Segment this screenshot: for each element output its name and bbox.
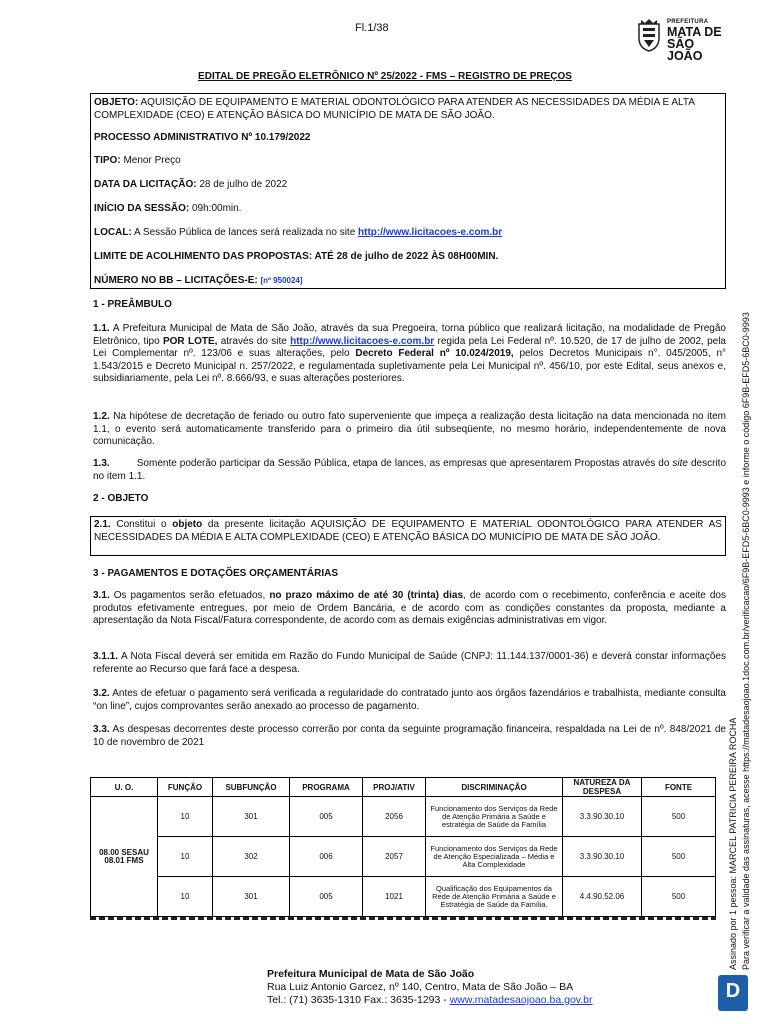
logo-name: MATA DE SÃO JOÃO bbox=[667, 25, 722, 63]
1doc-logo-icon: D bbox=[718, 975, 748, 1011]
objeto: OBJETO: AQUISIÇÃO DE EQUIPAMENTO E MATERIAL ODONTOLÓGICO PARA ATENDER AS NECESSIDADES DA MÉDIA E ALTA COMPLEXIDADE (CEO) E ATENÇÃO BÁSICA DO MUNICÍPIO DE MATA DE SÃO JOÃO. bbox=[94, 97, 695, 121]
municipality-logo bbox=[636, 18, 728, 63]
logo-prefix: PREFEITURA bbox=[667, 19, 709, 25]
digital-signature-stamp bbox=[728, 300, 768, 980]
col-funcao: FUNÇÃO bbox=[158, 778, 213, 797]
summary-box bbox=[90, 93, 726, 289]
inicio-sessao: INÍCIO DA SESSÃO: 09h:00min. bbox=[94, 203, 242, 214]
col-uo: U. O. bbox=[91, 778, 158, 797]
licitacoes-link-2[interactable]: http://www.licitacoes-e.com.br bbox=[290, 335, 435, 347]
data-licitacao: DATA DA LICITAÇÃO: 28 de julho de 2022 bbox=[94, 179, 288, 190]
processo: PROCESSO ADMINISTRATIVO Nº 10.179/2022 bbox=[94, 132, 311, 143]
paragraph-3-1: 3.1. Os pagamentos serão efetuados, no prazo máximo de até 30 (trinta) dias, de acordo com o recebimento, conferência e aceite dos produtos efetivamente entregues, por meio de Ordem Bancária, e de acordo com as condições constantes da proposta, mediante a apresentação da Nota Fiscal/Fatura correspondente, de acordo com as demais exigências administrativas em vigor. bbox=[93, 590, 726, 626]
signature-verification: Para verificar a validade das assinaturas, acesse https://matadesaojoao.1doc.com.br/verificacao/6F9B-EFD5-6BC0-9993 e informe o código 6F9B-EFD5-6BC0-9993 bbox=[741, 312, 751, 970]
footer-contact: Tel.: (71) 3635-1310 Fax.: 3635-1293 - www.matadesaojoao.ba.gov.br bbox=[267, 994, 593, 1006]
paragraph-1-1: 1.1. A Prefeitura Municipal de Mata de São João, através da sua Pregoeira, torna público que realizará licitação, na modalidade de Pregão Eletrônico, tipo POR LOTE, através do site http://www.licitacoes-e.com.br regida pela Lei Federal nº. 10.520, de 17 de julho de 2002, pela Lei Complementar nº. 123/06 e suas alterações, pelo Decreto Federal nº 10.024/2019, pelos Decretos Municipais n°. 045/2005, n° 1.543/2015 e Decreto Municipal n. 257/2022, e regulamentada supletivamente pela Lei Municipal nº. 456/10, por este Edital, seus anexos e, subsidiariamente, pela Lei nº. 8.666/93, e suas alterações posteriores. bbox=[93, 323, 727, 384]
licitacoes-link[interactable]: http://www.licitacoes-e.com.br bbox=[358, 227, 503, 238]
objeto-box bbox=[90, 516, 726, 556]
numero-bb: NÚMERO NO BB – LICITAÇÕES-E: [nº 950024] bbox=[94, 275, 303, 286]
paragraph-1-2: 1.2. Na hipótese de decretação de feriado ou outro fato superveniente que impeça a realização desta licitação na data mencionada no item 1.1, o evento será automaticamente transferido para o primeiro dia útil subseqüente, no mesmo horário, independentemente de nova comunicação. bbox=[93, 411, 726, 447]
section-1-heading: 1 - PREÂMBULO bbox=[93, 299, 172, 310]
table-row: 10 301 005 1021 Qualificação dos Equipamentos da Rede de Atenção Primária a Saúde e Estratégia de Saúde da Família. 4.4.90.52.06 500 bbox=[91, 877, 716, 917]
paragraph-2-1: 2.1. Constitui o objeto da presente licitação AQUISIÇÃO DE EQUIPAMENTO E MATERIAL ODONTOLÓGICO PARA ATENDER AS NECESSIDADES DA MÉDIA E ALTA COMPLEXIDADE (CEO) E ATENÇÃO BÁSICA DO MUNICÍPIO DE MATA DE SÃO JOÃO. bbox=[94, 519, 722, 543]
footer-org: Prefeitura Municipal de Mata de São João bbox=[267, 968, 475, 980]
limite-propostas: LIMITE DE ACOLHIMENTO DAS PROPOSTAS: ATÉ 28 de julho de 2022 ÀS 08H00MIN. bbox=[94, 251, 499, 262]
coat-of-arms-icon bbox=[636, 18, 662, 52]
local: LOCAL: A Sessão Pública de lances será realizada no site http://www.licitacoes-e.com.br bbox=[94, 227, 503, 238]
paragraph-3-3: 3.3. As despesas decorrentes deste processo correrão por conta da seguinte programação financeira, respaldada na Lei de nº. 848/2021 de 10 de novembro de 2021 bbox=[93, 724, 726, 748]
col-fonte: FONTE bbox=[642, 778, 716, 797]
tipo: TIPO: Menor Preço bbox=[94, 155, 181, 166]
col-subfuncao: SUBFUNÇÃO bbox=[213, 778, 290, 797]
paragraph-3-2: 3.2. Antes de efetuar o pagamento será verificada a regularidade do contratado junto aos órgãos fazendários e trabalhista, mediante consulta “on line”, cujos comprovantes serão anexado ao processo de pagamento. bbox=[93, 688, 726, 712]
paragraph-1-3: 1.3. Somente poderão participar da Sessão Pública, etapa de lances, as empresas que apresentarem Propostas através do site descrito no item 1.1. bbox=[93, 458, 727, 482]
page-footer bbox=[267, 968, 593, 1007]
col-programa: PROGRAMA bbox=[290, 778, 363, 797]
paragraph-3-1-1: 3.1.1. A Nota Fiscal deverá ser emitida em Razão do Fundo Municipal de Saúde (CNPJ: 11.144.137/0001-36) e deverá constar informações referente ao Recurso que fará face a despesa. bbox=[93, 651, 726, 675]
table-row: 08.00 SESAU 08.01 FMS 10 301 005 2056 Funcionamento dos Serviços da Rede de Atenção Primária a Saúde e estratégia de Saúde da Família 3.3.90.30.10 500 bbox=[91, 797, 716, 837]
col-discriminacao: DISCRIMINAÇÃO bbox=[426, 778, 563, 797]
budget-table bbox=[90, 777, 716, 917]
page-reference: Fl.1/38 bbox=[355, 22, 389, 34]
section-2-heading: 2 - OBJETO bbox=[93, 493, 149, 504]
uo-cell: 08.00 SESAU 08.01 FMS bbox=[91, 797, 158, 917]
footer-address: Rua Luiz Antonio Garcez, nº 140, Centro, Mata de São João – BA bbox=[267, 981, 574, 993]
table-row: 10 302 006 2057 Funcionamento dos Serviços da Rede de Atenção Especializada – Média e Alta Complexidade 3.3.90.30.10 500 bbox=[91, 837, 716, 877]
website-link[interactable]: www.matadesaojoao.ba.gov.br bbox=[449, 994, 593, 1006]
section-3-heading: 3 - PAGAMENTOS E DOTAÇÕES ORÇAMENTÁRIAS bbox=[93, 568, 339, 579]
cut-off-text-line bbox=[90, 914, 716, 926]
document-title: EDITAL DE PREGÃO ELETRÔNICO Nº 25/2022 - FMS – REGISTRO DE PREÇOS bbox=[198, 71, 572, 82]
col-natureza: NATUREZA DA DESPESA bbox=[563, 778, 642, 797]
signature-signer: Assinado por 1 pessoa: MARCEL PATRICIA PEREIRA ROCHA bbox=[728, 717, 738, 970]
col-proj-ativ: PROJ/ATIV bbox=[363, 778, 426, 797]
table-header-row bbox=[91, 778, 716, 797]
